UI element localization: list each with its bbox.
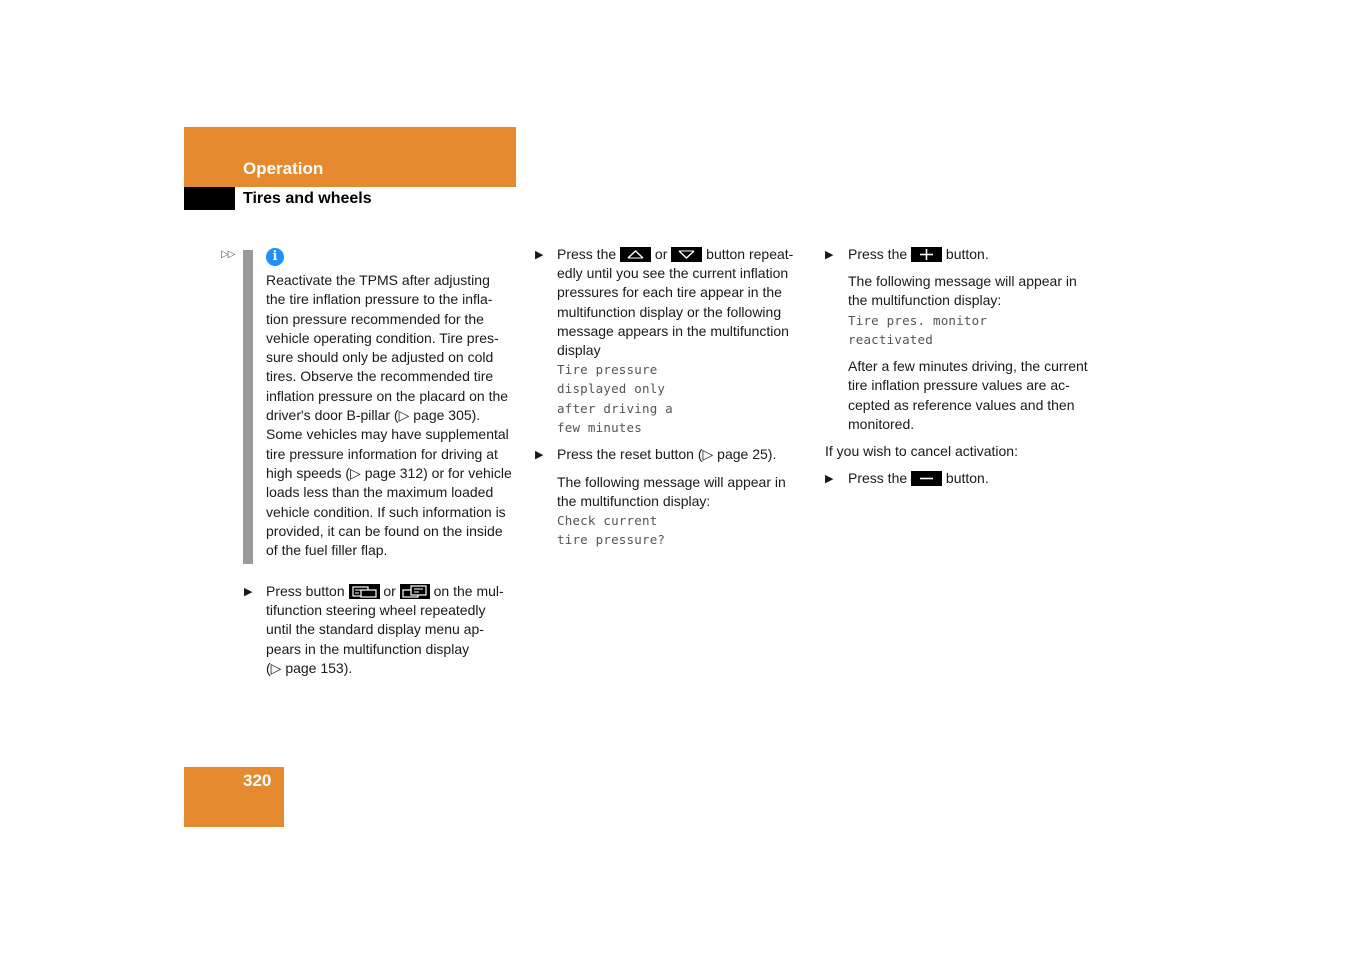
col3-after-line: cepted as reference values and then <box>848 396 1075 413</box>
col2-step1-or: or <box>654 246 668 262</box>
page-number: 320 <box>243 771 272 790</box>
display-prev-key-icon <box>349 584 380 599</box>
info-text-line: driver's door B-pillar (▷ page 305). <box>266 407 481 424</box>
display-line: Check current <box>557 513 658 528</box>
section-title: Operation <box>243 159 324 178</box>
display-message-2 <box>557 511 665 550</box>
header-band <box>184 127 516 187</box>
info-text-line: loads less than the maximum loaded <box>266 484 494 501</box>
display-line: few minutes <box>557 419 642 435</box>
info-text-line: high speeds (▷ page 312) or for vehicle <box>266 464 512 481</box>
col2-step2-follow <box>557 473 819 512</box>
info-text-line: Some vehicles may have supplemental <box>266 426 509 443</box>
info-text-line: provided, it can be found on the inside <box>266 522 503 539</box>
col2-step2-follow-line: The following message will appear in <box>557 474 786 490</box>
display-line: Tire pressure <box>557 362 658 377</box>
col3-follow-line: The following message will appear in <box>848 273 1077 289</box>
info-text-line: vehicle condition. If such information is <box>266 503 506 520</box>
display-message-3 <box>848 311 987 350</box>
subsection-title: Tires and wheels <box>243 190 372 207</box>
col1-step-continuation <box>266 601 528 678</box>
display-line: after driving a <box>557 400 673 416</box>
step-bullet: ▶ <box>825 249 834 261</box>
col3-follow-line: the multifunction display: <box>848 292 1002 309</box>
info-text-line: the tire inflation pressure to the infla- <box>266 291 493 308</box>
col3-step1-text-a: Press the <box>848 246 908 262</box>
col3-after-line: tire inflation pressure values are ac- <box>848 377 1070 394</box>
col1-step-line: until the standard display menu ap- <box>266 621 484 638</box>
col3-step1-line <box>848 245 1110 264</box>
display-line: tire pressure? <box>557 532 666 548</box>
col3-after-line: monitored. <box>848 415 915 432</box>
header-tab-marker <box>184 187 235 210</box>
step-bullet: ▶ <box>825 473 834 485</box>
display-message-1 <box>557 360 673 437</box>
col3-step2-text-b: button. <box>945 470 989 486</box>
info-text-line: sure should only be adjusted on cold <box>266 349 494 366</box>
col3-step1-after <box>848 357 1110 434</box>
col1-step-text-a: Press button <box>266 583 345 599</box>
col1-step-or: or <box>383 583 396 599</box>
col3-after-line: After a few minutes driving, the current <box>848 358 1088 374</box>
col2-step1-line: multifunction display or the following <box>557 303 782 320</box>
display-next-key-icon <box>400 584 430 599</box>
plus-key-icon <box>911 247 942 262</box>
col3-step1-follow <box>848 272 1110 311</box>
info-text <box>266 271 526 560</box>
col1-step-text-b: on the mul- <box>433 583 504 599</box>
col2-step2-text: Press the reset button (▷ page 25). <box>557 446 777 462</box>
info-text-line: inflation pressure on the placard on the <box>266 387 509 404</box>
col2-step1-line: display <box>557 342 601 359</box>
col2-step1-continuation <box>557 264 819 360</box>
col3-step1-text-b: button. <box>945 246 989 262</box>
step-bullet: ▶ <box>535 449 544 461</box>
col2-step1-line1 <box>557 245 819 264</box>
col2-step1-line: edly until you see the current inflation <box>557 265 789 281</box>
info-icon: i <box>266 248 284 266</box>
step-bullet: ▶ <box>535 249 544 261</box>
cancel-intro: If you wish to cancel activation: <box>825 443 1018 459</box>
col1-step-line: tifunction steering wheel repeatedly <box>266 602 486 618</box>
step-bullet: ▶ <box>244 586 253 598</box>
col2-step1-text-b: button repeat- <box>706 246 794 262</box>
col3-step2-line <box>848 469 1110 488</box>
info-text-line: Reactivate the TPMS after adjusting <box>266 272 490 288</box>
info-text-line: tion pressure recommended for the <box>266 310 484 327</box>
display-line: displayed only <box>557 381 666 397</box>
col1-step-line: (▷ page 153). <box>266 659 353 676</box>
info-side-bar <box>243 250 253 564</box>
info-text-line: vehicle operating condition. Tire pres- <box>266 329 499 346</box>
col1-step-line: pears in the multifunction display <box>266 640 470 657</box>
col1-step-line1 <box>266 582 528 601</box>
display-line: Tire pres. monitor <box>848 313 988 328</box>
col2-step1-text-a: Press the <box>557 246 617 262</box>
info-text-line: of the fuel filler flap. <box>266 542 388 559</box>
scroll-up-key-icon <box>620 247 651 262</box>
info-text-line: tires. Observe the recommended tire <box>266 368 494 385</box>
info-text-line: tire pressure information for driving at <box>266 445 498 462</box>
col2-step1-line: message appears in the multifunction <box>557 322 789 339</box>
scroll-down-key-icon <box>671 247 702 262</box>
col2-step1-line: pressures for each tire appear in the <box>557 284 782 301</box>
minus-key-icon <box>911 471 942 486</box>
col2-step2-follow-line: the multifunction display: <box>557 493 711 510</box>
col3-step2-text-a: Press the <box>848 470 908 486</box>
continued-marker: ▷▷ <box>221 249 235 260</box>
display-line: reactivated <box>848 332 933 348</box>
